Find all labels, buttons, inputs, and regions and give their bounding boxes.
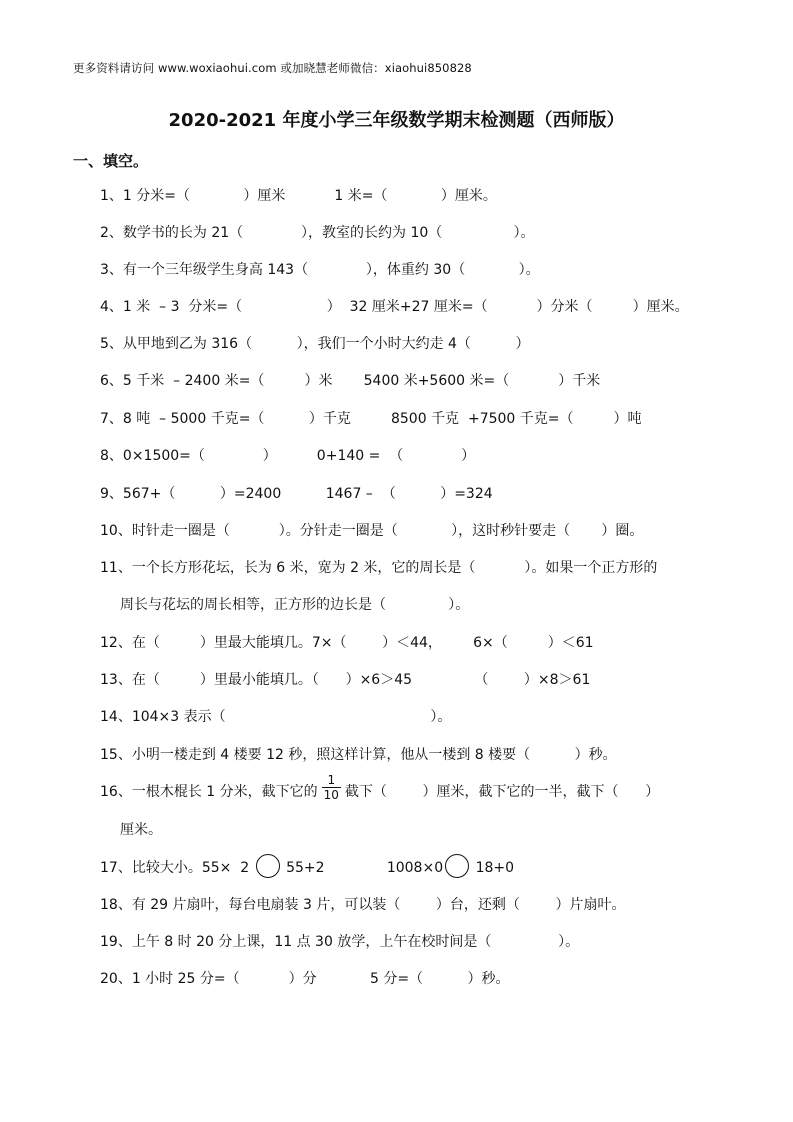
section-heading: 一、填空。 [73,152,149,170]
question-6: 6、5 千米 – 2400 米=（ ）米 5400 米+5600 米=（ ）千米 [100,373,601,389]
question-16-text-after: 截下（ ）厘米，截下它的一半，截下（ ） [344,784,660,800]
compare-circle-1[interactable] [256,854,280,878]
question-16-line-1 [100,772,660,802]
question-19: 19、上午 8 时 20 分上课，11 点 30 放学，上午在校时间是（ ）。 [100,934,580,950]
question-17-part-1: 17、比较大小。55× 2 [100,860,250,876]
question-17-part-3: 18+0 [475,860,515,876]
compare-circle-2[interactable] [445,854,469,878]
question-10: 10、时针走一圈是（ ）。分针走一圈是（ ），这时秒针要走（ ）圈。 [100,523,644,539]
question-4: 4、1 米 – 3 分米=（ ） 32 厘米+27 厘米=（ ）分米（ ）厘米。 [100,299,689,315]
page-header: 更多资料请访问 www.woxiaohui.com 或加晓慧老师微信：xiaohui850828 [73,61,472,75]
question-8: 8、0×1500=（ ） 0+140 = （ ） [100,448,476,464]
question-13: 13、在（ ）里最小能填几。（ ）×6＞45 （ ）×8＞61 [100,672,591,688]
fraction-numerator: 1 [322,773,341,788]
question-18: 18、有 29 片扇叶，每台电扇装 3 片，可以装（ ）台，还剩（ ）片扇叶。 [100,897,626,913]
question-16-line-2: 厘米。 [120,822,162,838]
question-17-part-2: 55+2 1008×0 [286,860,444,876]
question-5: 5、从甲地到乙为 316（ ），我们一个小时大约走 4（ ） [100,336,530,352]
page-title: 2020-2021 年度小学三年级数学期末检测题（西师版） [168,110,625,131]
question-3: 3、有一个三年级学生身高 143（ ），体重约 30（ ）。 [100,262,540,278]
question-17 [100,858,514,878]
question-20: 20、1 小时 25 分=（ ）分 5 分=（ ）秒。 [100,971,510,987]
question-14: 14、104×3 表示（ ）。 [100,709,452,725]
question-7: 7、8 吨 – 5000 千克=（ ）千克 8500 千克 +7500 千克=（ ）吨 [100,411,642,427]
question-12: 12、在（ ）里最大能填几。7×（ ）＜44， 6×（ ）＜61 [100,635,594,651]
question-1: 1、1 分米=（ ）厘米 1 米=（ ）厘米。 [100,188,497,204]
question-2: 2、数学书的长为 21（ ），教室的长约为 10（ ）。 [100,225,535,241]
question-16-text-before: 16、一根木棍长 1 分米，截下它的 [100,784,318,800]
question-15: 15、小明一楼走到 4 楼要 12 秒，照这样计算，他从一楼到 8 楼要（ ）秒。 [100,747,617,763]
fraction-denominator: 10 [323,787,339,802]
question-9: 9、567+（ ）=2400 1467 – （ ）=324 [100,486,493,502]
question-11-line-1: 11、一个长方形花坛，长为 6 米，宽为 2 米，它的周长是（ ）。如果一个正方形的 [100,560,658,576]
question-11-line-2: 周长与花坛的周长相等，正方形的边长是（ ）。 [120,597,470,613]
fraction [322,773,341,802]
